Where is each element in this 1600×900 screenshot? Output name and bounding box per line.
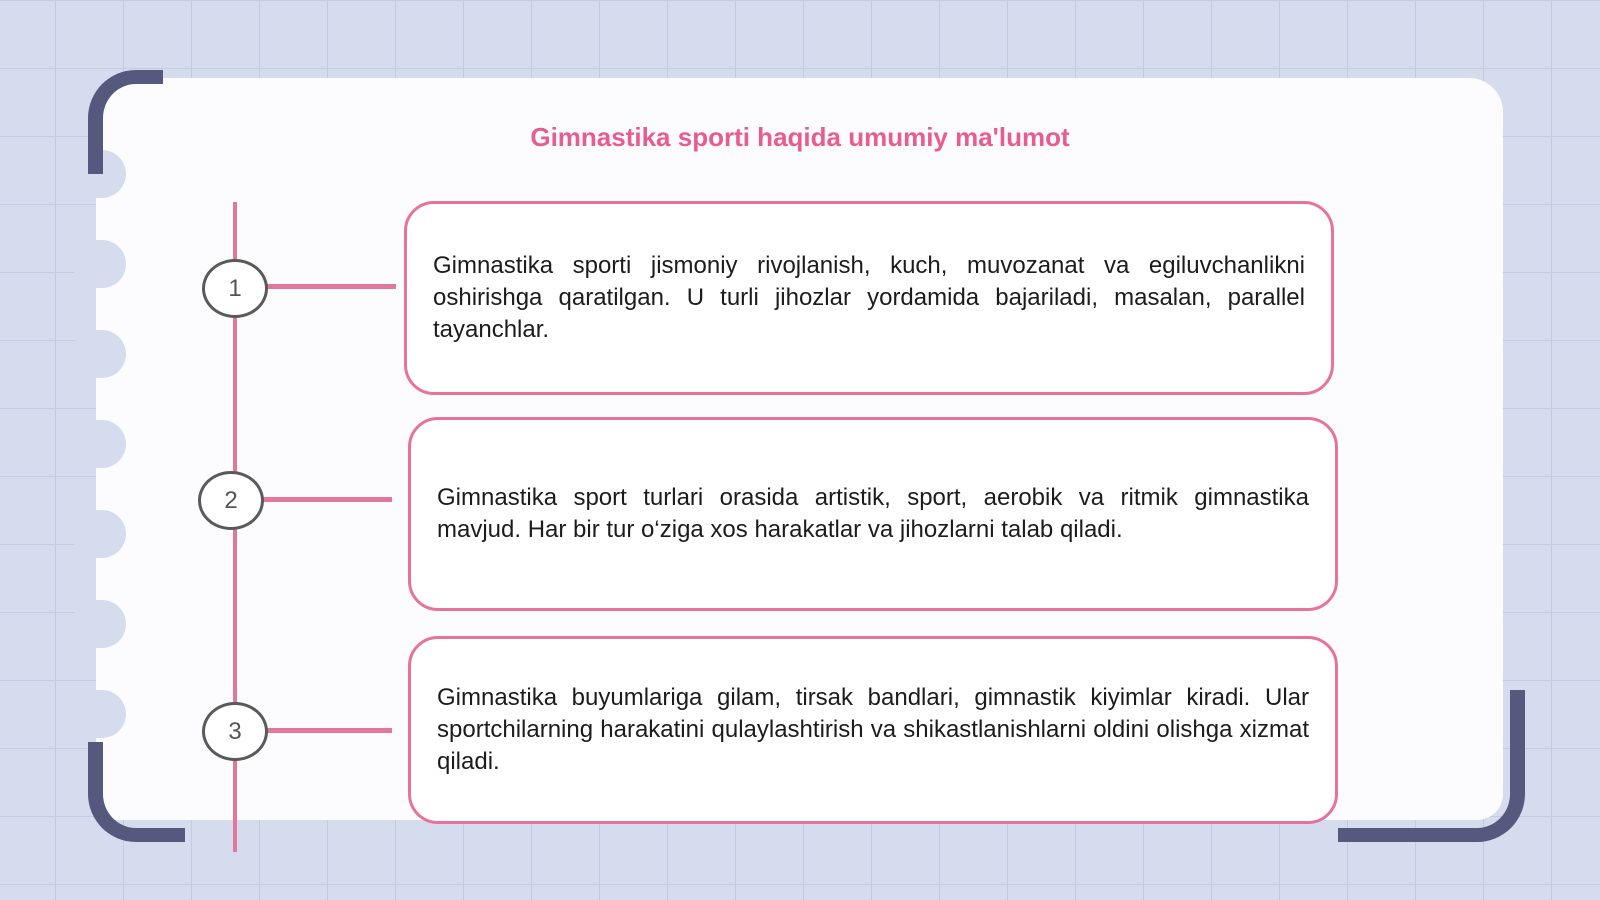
card-edge-notch	[72, 240, 126, 288]
step-2-circle	[198, 471, 264, 530]
card-edge-notch	[72, 510, 126, 558]
step-2-box	[408, 417, 1338, 611]
step-3-circle	[202, 702, 268, 761]
step-3-number: 3	[228, 717, 242, 745]
step-3-text: Gimnastika buyumlariga gilam, tirsak bandlari, gimnastik kiyimlar kiradi. Ular sportchilarning harakatini qulaylashtirish va shikastlanishlarni oldini olishga xizmat qiladi.	[437, 684, 1309, 775]
step-1-circle	[202, 259, 268, 318]
corner-bracket-bottom-right	[1338, 690, 1525, 842]
step-1-text: Gimnastika sporti jismoniy rivojlanish, kuch, muvozanat va egiluvchanlikni oshirishga qaratilgan. U turli jihozlar yordamida bajariladi, masalan, parallel tayanchlar.	[433, 252, 1305, 343]
card-edge-notch	[72, 330, 126, 378]
corner-bracket-top-left	[88, 70, 163, 174]
step-2-text: Gimnastika sport turlari orasida artistik, sport, aerobik va ritmik gimnastika mavjud. Har bir tur o‘ziga xos harakatlar va jihozlarni talab qiladi.	[437, 484, 1309, 543]
card-edge-notch	[72, 600, 126, 648]
step-3-box	[408, 636, 1338, 824]
step-3-connector	[266, 728, 392, 733]
step-2-connector	[262, 497, 392, 502]
card-edge-notch	[72, 690, 126, 738]
step-1-connector	[266, 284, 396, 289]
corner-bracket-bottom-left	[88, 742, 185, 842]
slide-title: Gimnastika sporti haqida umumiy ma'lumot	[530, 122, 1070, 152]
step-1-box	[404, 201, 1334, 395]
card-edge-notch	[72, 420, 126, 468]
step-2-number: 2	[224, 486, 238, 514]
step-1-number: 1	[228, 274, 242, 302]
